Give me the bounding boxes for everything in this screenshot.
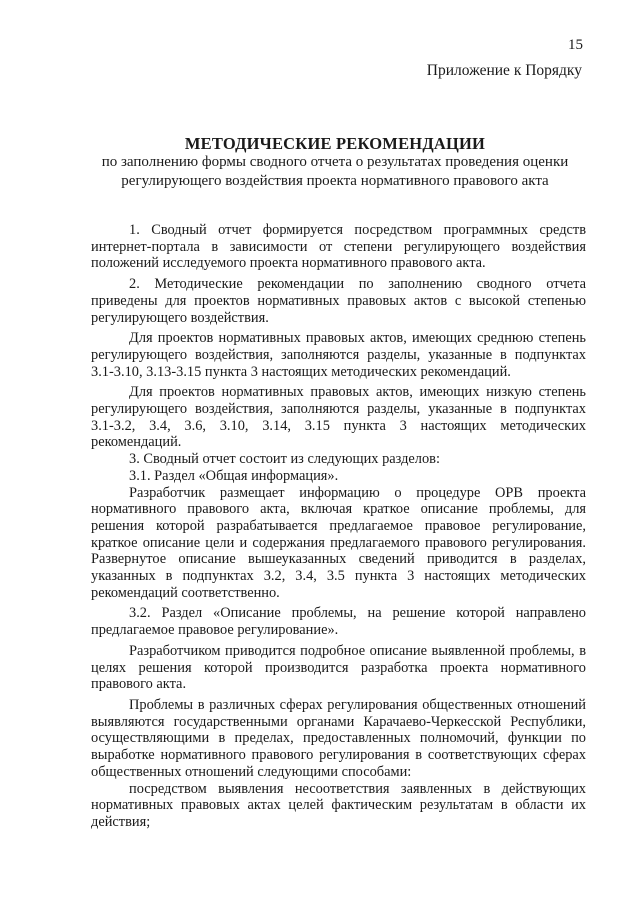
paragraph-3: Для проектов нормативных правовых актов, имеющих среднюю степень регулирующего воздействия, заполняются разделы, указанные в подпунктах 3.1-3.10, 3.13-3.15 пункта 3 настоящих методических рекомендаций. bbox=[91, 330, 586, 380]
title-block bbox=[80, 134, 590, 191]
paragraph-7: Разработчик размещает информацию о процедуре ОРВ проекта нормативного правового акта, включая краткое описание проблемы, для решения которой разрабатывается предлагаемое правовое регулирование, краткое описание цели и содержания предлагаемого правового регулирования. Развернутое описание вышеуказанных сведений приводится в разделах, указанных в подпунктах 3.2, 3.4, 3.5 пункта 3 настоящих методических рекомендаций соответственно. bbox=[91, 484, 586, 601]
paragraph-1: 1. Сводный отчет формируется посредством программных средств интернет-портала в зависимости от степени регулирующего воздействия положений исследуемого проекта нормативного правового акта. bbox=[91, 222, 586, 272]
page-number: 15 bbox=[568, 37, 583, 53]
document-title: МЕТОДИЧЕСКИЕ РЕКОМЕНДАЦИИ bbox=[184, 134, 486, 153]
paragraph-5: 3. Сводный отчет состоит из следующих разделов: bbox=[129, 451, 440, 468]
appendix-label: Приложение к Порядку bbox=[426, 62, 582, 79]
paragraph-8: 3.2. Раздел «Описание проблемы, на решение которой направлено предлагаемое правовое регулирование». bbox=[91, 605, 586, 639]
paragraph-6: 3.1. Раздел «Общая информация». bbox=[129, 467, 339, 484]
paragraph-11: посредством выявления несоответствия заявленных в действующих нормативных правовых актах целей фактическим результатам в области их действия; bbox=[91, 780, 586, 830]
document-subtitle: по заполнению формы сводного отчета о результатах проведения оценки регулирующего воздействия проекта нормативного правового акта bbox=[101, 154, 569, 189]
document-body bbox=[91, 222, 586, 831]
paragraph-2: 2. Методические рекомендации по заполнению сводного отчета приведены для проектов нормативных правовых актов с высокой степенью регулирующего воздействия. bbox=[91, 276, 586, 326]
paragraph-9: Разработчиком приводится подробное описание выявленной проблемы, в целях решения которой производится разработка проекта нормативного правового акта. bbox=[91, 642, 586, 693]
paragraph-10: Проблемы в различных сферах регулирования общественных отношений выявляются государственными органами Карачаево-Черкесской Республики, осуществляющими в пределах, предоставленных полномочий, функции по выработке нормативного правового регулирования в соответствующих сферах общественных отношений следующими способами: bbox=[91, 696, 586, 780]
paragraph-4: Для проектов нормативных правовых актов, имеющих низкую степень регулирующего воздействия, заполняются разделы, указанные в подпунктах 3.1-3.2, 3.4, 3.6, 3.10, 3.14, 3.15 пункта 3 настоящих методических рекомендаций. bbox=[91, 384, 586, 451]
